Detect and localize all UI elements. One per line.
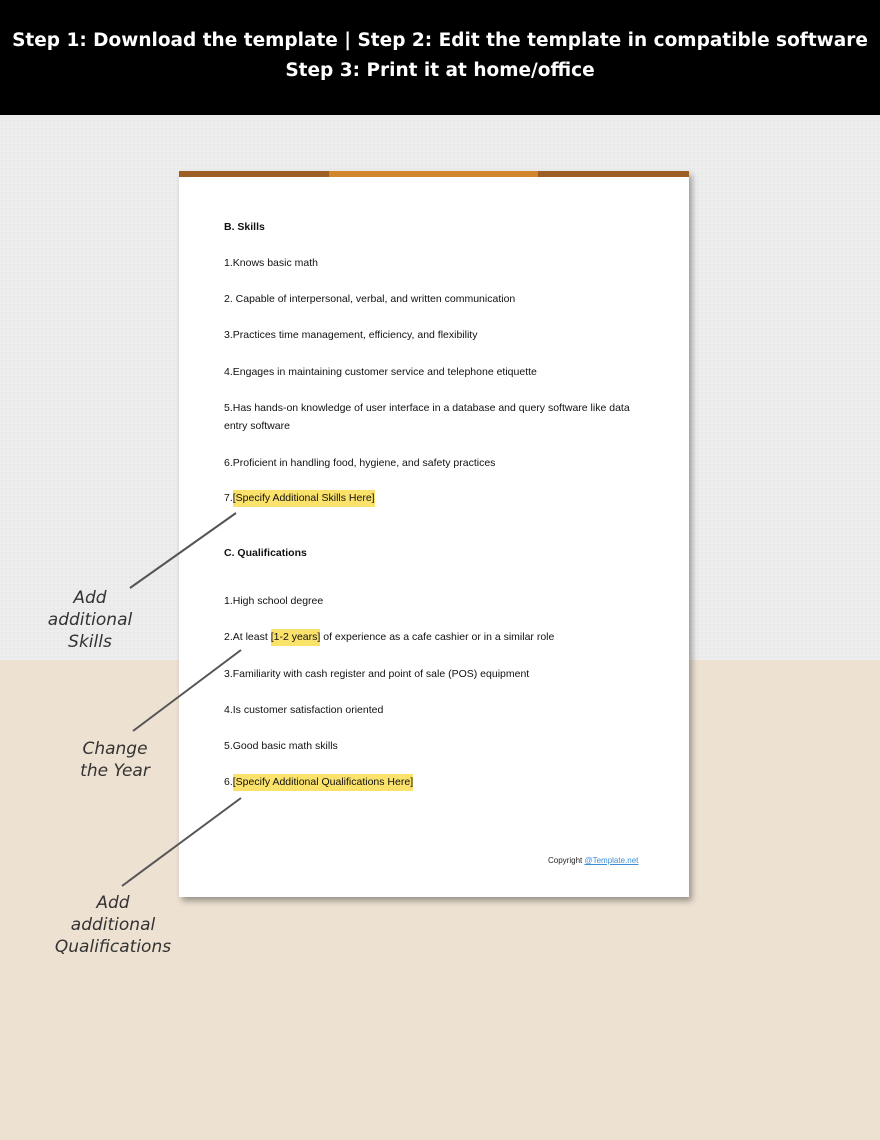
annotation-line: additional [70,915,156,935]
skills-annotation [20,587,160,653]
qual-2-prefix: 2.At least [224,631,271,643]
years-placeholder[interactable]: [1-2 years] [271,629,321,646]
skills-heading: B. Skills [224,221,265,233]
skill-item: 5.Has hands-on knowledge of user interface in a database and query software like data [224,402,630,414]
annotation-line: Add [73,588,107,608]
qualification-item: 3.Familiarity with cash register and point of sale (POS) equipment [224,668,530,680]
instructions-line-2: Step 3: Print it at home/office [285,60,595,81]
skill-item-continued: entry software [224,420,290,432]
skill-item: 6.Proficient in handling food, hygiene, and safety practices [224,457,496,469]
qual-2-suffix: of experience as a cafe cashier or in a similar role [320,631,555,643]
skills-pointer-line [130,513,236,588]
qualification-item: 1.High school degree [224,595,324,607]
instructions-line-1: Step 1: Download the template | Step 2: Edit the template in compatible software [12,30,868,51]
annotation-line: the Year [80,761,150,781]
copyright-label: Copyright [548,856,585,865]
annotation-line: Add [96,893,130,913]
additional-skills-placeholder[interactable]: [Specify Additional Skills Here] [233,490,375,507]
qualification-item: 5.Good basic math skills [224,740,338,752]
annotation-line: Qualifications [54,937,172,957]
qual-6-prefix: 6. [224,776,233,788]
qualification-item: 4.Is customer satisfaction oriented [224,704,384,716]
skill-7-prefix: 7. [224,492,233,504]
skill-item: 1.Knows basic math [224,257,318,269]
qualifications-annotation [33,892,193,958]
skill-item: 2. Capable of interpersonal, verbal, and written communication [224,293,516,305]
year-annotation [40,738,190,782]
annotation-line: Skills [68,632,112,652]
qualifications-pointer-line [122,798,241,886]
skill-item: 3.Practices time management, efficiency, and flexibility [224,329,478,341]
annotation-line: Change [82,739,148,759]
year-pointer-line [133,650,241,731]
qualifications-heading: C. Qualifications [224,547,307,559]
template-net-link[interactable]: @Template.net [584,856,639,865]
additional-qualifications-placeholder[interactable]: [Specify Additional Qualifications Here] [233,774,413,791]
skill-item: 4.Engages in maintaining customer service and telephone etiquette [224,366,537,378]
annotation-line: additional [47,610,133,630]
